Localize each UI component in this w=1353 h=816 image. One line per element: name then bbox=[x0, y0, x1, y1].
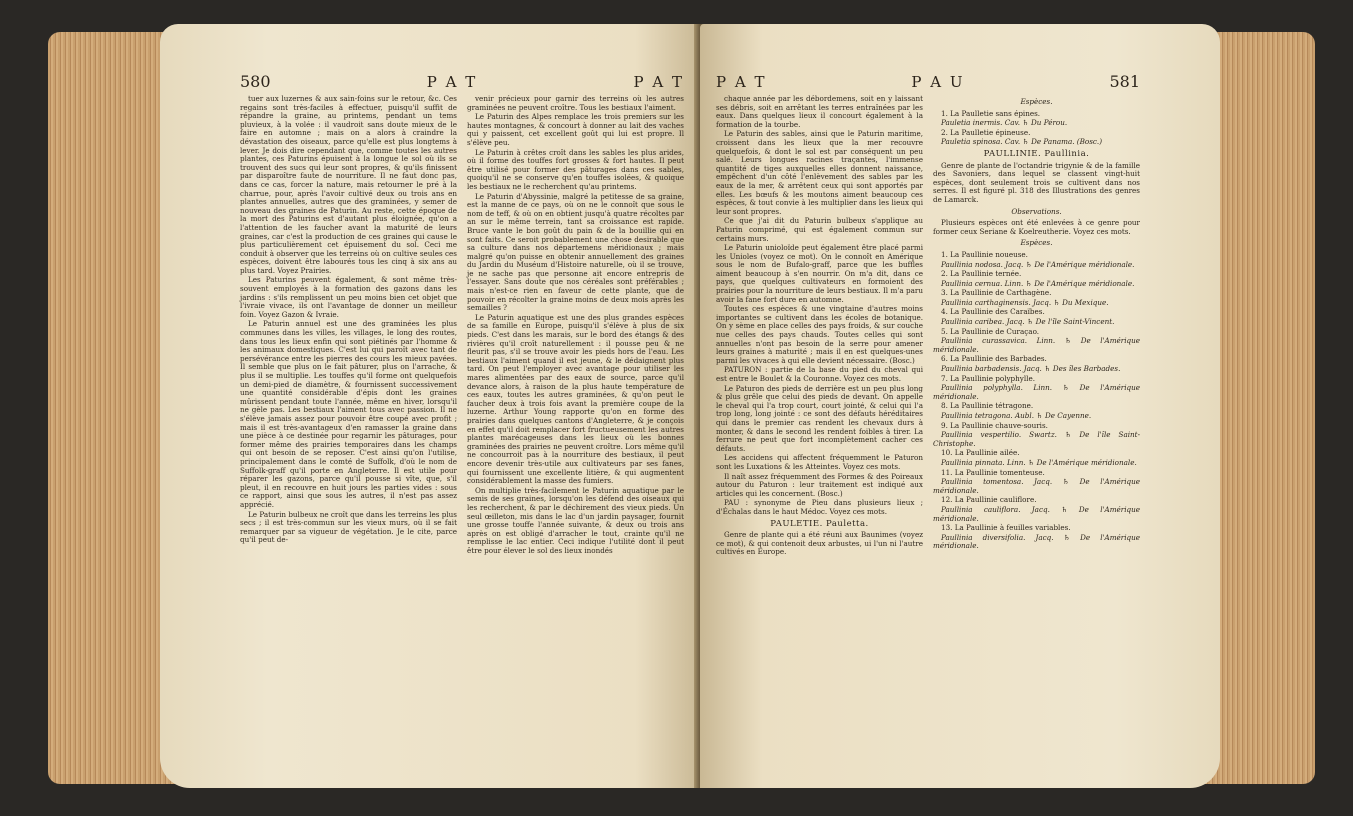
paragraph: Le Paturin unioloïde peut également être placé parmi les Unioles (voyez ce mot). On le connoît en Amérique sous le nom de Bufalo-graff, parce que les buffles aiment beaucoup à s'en nourrir. On m'a dit, dans ce pays, que quelques cultivateurs en formoient des prairies pour la nourriture de leurs bestiaux. Il m'a paru avoir la fane fort dure en automne. bbox=[716, 243, 923, 304]
species-entry bbox=[933, 355, 1140, 373]
left-page bbox=[160, 24, 700, 788]
species-name: 12. La Paullinie cauliflore. bbox=[941, 495, 1037, 505]
paragraph: PAU : synonyme de Pieu dans plusieurs lieux ; d'Échalas dans le haut Médoc. Voyez ces mots. bbox=[716, 498, 923, 516]
species-entry bbox=[933, 308, 1140, 326]
species-latin: Paullinia pinnata. Linn. ♄ De l'Amérique méridionale. bbox=[941, 457, 1137, 467]
species-latin: Paullinia tetragona. Aubl. ♄ De Cayenne. bbox=[941, 411, 1092, 420]
paragraph: tuer aux luzernes & aux sain-foins sur le retour, &c. Ces regains sont très-faciles à effectuer, puisqu'il suffit de répandre la graine, au printems, pendant un tems pluvieux, à la volée : il vaudroit sans doute mieux de le faire en automne ; mais on a alors à craindre la dévastation des oiseaux, parce qu'elle est plus longtems à lever. Je dois dire cependant que, comme toutes les autres plantes, ces Paturins épuisent à la longue le sol où ils se trouvent des sucs qui leur sont propres, & qu'ils finissent par disparoître faute de nourriture. Il ne faut donc pas, dans ce cas, forcer la nature, mais retourner le pré à la charrue, pour, après l'avoir cultivé deux ou trois ans en plantes annuelles, autres que des graminées, y semer de nouveau des graines de Paturin. Au reste, cette époque de la mort des Paturins est d'autant plus éloignée, qu'on a l'attention de les faucher avant la maturité de leurs graines, car c'est la production de ces graines qui cause le plus particulièrement cet épuisement du sol. Ceci me conduit à observer que les terreins où on cultive seules ces espèces, doivent être labourés tous les cinq à six ans au plus tard. Voyez Prairies. bbox=[240, 94, 457, 275]
species-name: 1. La Paullinie noueuse. bbox=[941, 249, 1028, 259]
left-page-number: 580 bbox=[240, 72, 271, 91]
species-entry bbox=[933, 449, 1140, 467]
paragraph: On multiplie très-facilement le Paturin aquatique par le semis de ses graines, lorsqu'on les défend des oiseaux qui les recherchent, & par le déchirement des vieux pieds. Un seul œilleton, mis dans le lac d'un jardin paysager, fournit une grosse touffe l'année suivante, & deux ou trois ans après on est obligé d'arracher le tout, crainte qu'il ne remplisse le lac entier. Ceci indique l'utilité dont il peut être pour élever le sol des lieux inondés bbox=[467, 485, 684, 555]
species-latin: Paullinia vespertilio. Swartz. ♄ De l'île Saint-Christophe. bbox=[933, 430, 1140, 448]
species-latin: Pauletia inermis. Cav. ♄ Du Pérou. bbox=[941, 118, 1068, 128]
species-entry bbox=[933, 289, 1140, 307]
page-edges-left bbox=[48, 32, 178, 784]
species-name: 8. La Paullinie tétragone. bbox=[941, 401, 1034, 411]
entry-title-paullinie: PAULLINIE. Paullinia. bbox=[983, 148, 1090, 159]
paragraph: Ce que j'ai dit du Paturin bulbeux s'applique au Paturin comprimé, qui est également commun sur certains murs. bbox=[716, 216, 923, 243]
species-latin: Paullinia diversifolia. Jacq. ♄ De l'Amérique méridionale. bbox=[933, 532, 1140, 551]
species-entry bbox=[933, 129, 1140, 147]
species-entry bbox=[933, 402, 1140, 420]
species-name: 4. La Paullinie des Caraïbes. bbox=[941, 307, 1045, 317]
species-entry bbox=[933, 110, 1140, 128]
paragraph: Les accidens qui affectent fréquemment le Paturon sont les Luxations & les Atteintes. Voyez ces mots. bbox=[716, 453, 923, 471]
species-name: 10. La Paullinie ailée. bbox=[941, 448, 1020, 458]
species-name: 2. La Paullinie ternée. bbox=[941, 269, 1022, 279]
right-running-head-1: P A T bbox=[716, 73, 767, 91]
section-heading: Observations. bbox=[1011, 206, 1062, 216]
species-name: 1. La Paulletie sans épines. bbox=[941, 108, 1041, 118]
right-page bbox=[700, 24, 1220, 788]
species-entry bbox=[933, 524, 1140, 551]
species-entry bbox=[933, 251, 1140, 269]
species-entry bbox=[933, 375, 1140, 402]
species-entry bbox=[933, 270, 1140, 288]
species-name: 5. La Paullinie de Curaçao. bbox=[941, 326, 1040, 336]
species-latin: Paullinia tomentosa. Jacq. ♄ De l'Amérique méridionale. bbox=[933, 477, 1140, 495]
paragraph: Le Paturin d'Abyssinie, malgré la petitesse de sa graine, est la manne de ce pays, où on ne le connoît que sous le nom de teff, & où on en obtient jusqu'à quatre récoltes par an sur le même terrein, tant sa croissance est rapide. Bruce vante le bon goût du pain & de la bouillie qui en sont faits. Ce seroit probablement une chose desirable que sa culture dans nos départemens méridionaux ; mais malgré qu'on puisse en obtenir annuellement des graines du Jardin du Muséum d'Histoire naturelle, où il se trouve, je ne sache pas que personne ait encore entrepris de l'essayer. Sans doute que nos céréales sont préférables ; mais n'est-ce rien en faveur de cette plante, que de pouvoir en récolter la graine moins de deux mois après les semailles ? bbox=[467, 191, 684, 313]
paragraph: Genre de plante de l'octandrie trigynie & de la famille des Savoniers, dans lequel se classent vingt-huit espèces, dont seulement trois se cultivent dans nos serres. Il est figuré pl. 318 des Illustrations des genres de Lamarck. bbox=[933, 160, 1140, 204]
paragraph: venir précieux pour garnir des terreins où les autres graminées ne peuvent croître. Tous les bestiaux l'aiment. bbox=[467, 94, 684, 112]
species-name: 6. La Paullinie des Barbades. bbox=[941, 354, 1047, 364]
species-entry bbox=[933, 328, 1140, 355]
left-page-header bbox=[240, 72, 684, 91]
paragraph: Le Paturin des Alpes remplace les trois premiers sur les hautes montagnes, & concourt à donner au lait des vaches qui y paissent, cet excellent goût qui lui est propre. Il s'élève peu. bbox=[467, 112, 684, 147]
species-name: 9. La Paullinie chauve-souris. bbox=[941, 420, 1048, 430]
open-book bbox=[10, 6, 1343, 811]
right-column-2 bbox=[933, 95, 1140, 558]
right-page-header bbox=[716, 72, 1140, 91]
paragraph: Le Paturin à crêtes croît dans les sables les plus arides, où il forme des touffes fort grosses & fort hautes. Il peut être utilisé pour former des pâturages dans ces sables, quoiqu'il ne se conserve qu'en touffes isolées, & quoique les bestiaux ne le recherchent qu'au printems. bbox=[467, 147, 684, 191]
species-latin: Paullinia nodosa. Jacq. ♄ De l'Amérique méridionale. bbox=[941, 259, 1135, 269]
left-column-2 bbox=[467, 95, 684, 556]
right-page-number: 581 bbox=[1109, 72, 1140, 91]
left-column-1 bbox=[240, 95, 457, 556]
species-latin: Paullinia barbadensis. Jacq. ♄ Des îles Barbades. bbox=[941, 364, 1121, 374]
paragraph: Les Paturins peuvent également, & sont même très-souvent employés à la formation des gazons dans les jardins : s'ils remplissent un peu moins bien cet objet que l'ivraie vivace, ils ont l'avantage de donner un meilleur foin. Voyez Gazon & Ivraie. bbox=[240, 275, 457, 319]
species-entry bbox=[933, 422, 1140, 449]
entry-title-pauletie: PAULETIE. Pauletta. bbox=[770, 518, 869, 529]
species-latin: Paullinia polyphylla. Linn. ♄ De l'Amérique méridionale. bbox=[933, 383, 1140, 401]
species-latin: Paullinia curassavica. Linn. ♄ De l'Amérique méridionale. bbox=[933, 336, 1140, 354]
section-heading: Espèces. bbox=[1020, 97, 1053, 106]
paragraph: Il naît assez fréquemment des Formes & des Poireaux autour du Paturon : leur traitement est indiqué aux articles qui les concernent. (Bosc.) bbox=[716, 471, 923, 498]
species-latin: Paullinia carthaginensis. Jacq. ♄ Du Mexique. bbox=[941, 297, 1109, 307]
species-latin: Paullinia caribea. Jacq. ♄ De l'île Saint-Vincent. bbox=[941, 317, 1115, 327]
paragraph: Genre de plante qui a été réuni aux Baunimes (voyez ce mot), & qui contenoit deux arbustes, ui l'un ni l'autre cultivés en Europe. bbox=[716, 530, 923, 557]
species-entry bbox=[933, 469, 1140, 496]
species-name: 11. La Paullinie tomenteuse. bbox=[941, 467, 1045, 477]
paragraph: Le Paturin bulbeux ne croît que dans les terreins les plus secs ; il est très-commun sur les vieux murs, où il se fait remarquer par sa vigueur de végétation. Je le cite, parce qu'il peut de- bbox=[240, 509, 457, 545]
right-column-1 bbox=[716, 95, 923, 558]
paragraph: Le Paturin des sables, ainsi que le Paturin maritime, croissent dans les lieux que la mer recouvre quelquefois, & dont le sol est par conséquent un peu salé. Leurs longues racines traçantes, l'immense quantité de tiges auxquelles elles donnent naissance, empêchent d'un côté l'enlèvement des sables par les eaux de la mer, & arrêtent ceux qui sont apportés par elles. Les bœufs & les moutons aiment beaucoup ces espèces, & tout convie à les multiplier dans les lieux qui leur sont propres. bbox=[716, 129, 923, 216]
paragraph: PATURON : partie de la base du pied du cheval qui est entre le Boulet & la Couronne. Voyez ces mots. bbox=[716, 365, 923, 383]
paragraph: Le Paturin aquatique est une des plus grandes espèces de sa famille en Europe, puisqu'il s'élève à plus de six pieds. C'est dans les marais, sur le bord des étangs & des rivières qu'il croît naturellement : il pousse peu & ne fleurit pas, s'il se trouve avoir les pieds hors de l'eau. Les bestiaux l'aiment quand il est jeune, & le dédaignent plus tard. On peut l'employer avec avantage pour utiliser les mares alimentées par des eaux de source, parce qu'il devance alors, à raison de la plus haute température de ces eaux, toutes les autres graminées, & qu'on peut le faucher deux à trois fois avant la première coupe de la luzerne. Arthur Young rapporte qu'on en forme des prairies dans quelques cantons d'Angleterre, & je conçois en effet qu'il doit remplacer fort fructueusement les autres plantes marécageuses dans les lieux où les bonnes graminées des prairies ne peuvent croître. Lors même qu'il ne concourroit pas à la nourriture des bestiaux, il peut encore devenir très-utile aux cultivateurs par ses fanes, qui fournissent une excellente litière, & qui augmentent considérablement la masse des fumiers. bbox=[467, 312, 684, 486]
section-heading: Espèces. bbox=[1020, 238, 1053, 248]
species-name: 13. La Paullinie à feuilles variables. bbox=[941, 523, 1071, 533]
paragraph: Le Paturon des pieds de derrière est un peu plus long & plus grêle que celui des pieds de devant. On appelle le cheval qui l'a trop court, court jointé, & celui qui l'a trop long, long jointé : ce sont des défauts héréditaires qui dans le premier cas rendent les chevaux durs à monter, & dans le second les rendent foibles à tirer. La ferrure ne peut que fort incomplètement cacher ces défauts. bbox=[716, 383, 923, 453]
left-running-head-2: P A T bbox=[633, 73, 684, 91]
paragraph: Toutes ces espèces & une vingtaine d'autres moins importantes se cultivent dans les écoles de botanique. On y sème en place celles des pays froids, & sur couche nue celles des pays chauds. Toutes celles qui sont annuelles n'ont pas besoin de la serre pour amener leurs graines à maturité ; mais il en est quelques-unes parmi les vivaces à qui elle devient nécessaire. (Bosc.) bbox=[716, 304, 923, 365]
paragraph: Le Paturin annuel est une des graminées les plus communes dans les villes, les villages, le long des routes, dans tous les lieux enfin qui sont piétinés par l'homme & les animaux domestiques. C'est lui qui paroît avec tant de persévérance entre les pierres des cours les mieux pavées. Il semble que plus on le fait pâturer, plus on l'arrache, & plus il se multiplie. Les touffes qu'il forme ont quelquefois un demi-pied de diamètre, & fournissent successivement une quantité considérable d'épis dont les graines mûrissent pendant toute l'année, même en hiver, lorsqu'il ne gèle pas. Les bestiaux l'aiment tous avec passion. Il ne s'élève jamais assez pour pouvoir être coupé avec profit ; mais il est très-avantageux d'en ramasser la graine dans une pièce à ce destinée pour regarnir les pâturages, pour former même des prairies temporaires dans les champs qui ont besoin de se reposer. C'est ainsi qu'on l'utilise, principalement dans le comté de Suffolk, d'où le nom de Suffolk-graff qu'il porte en Angleterre. Il est utile pour réparer les gazons, parce qu'il pousse si vîte, que, s'il pleut, il en recouvre en huit jours les parties vides : sous ce rapport, ainsi que sous les autres, il n'est pas assez apprécié. bbox=[240, 319, 457, 509]
species-latin: Pauletia spinosa. Cav. ♄ De Panama. (Bosc.) bbox=[941, 137, 1103, 147]
left-running-head-1: P A T bbox=[426, 73, 478, 91]
species-name: 7. La Paullinie polyphylle. bbox=[941, 373, 1035, 383]
paragraph: chaque année par les débordemens, soit en y laissant ses débris, soit en arrêtant les terres entraînées par les eaux. Dans quelques lieux il concourt également à la formation de la tourbe. bbox=[716, 94, 923, 129]
species-name: 2. La Paulletie épineuse. bbox=[941, 127, 1031, 137]
species-entry bbox=[933, 496, 1140, 523]
species-latin: Paullinia cauliflora. Jacq. ♄ De l'Amérique méridionale. bbox=[933, 504, 1140, 523]
right-running-head-2: P A U bbox=[911, 73, 965, 91]
species-name: 3. La Paullinie de Carthagène. bbox=[941, 288, 1052, 298]
paragraph: Plusieurs espèces ont été enlevées à ce genre pour former ceux Seriane & Koelreutherie. Voyez ces mots. bbox=[933, 218, 1140, 236]
species-latin: Paullinia cernua. Linn. ♄ De l'Amérique méridionale. bbox=[941, 278, 1135, 288]
